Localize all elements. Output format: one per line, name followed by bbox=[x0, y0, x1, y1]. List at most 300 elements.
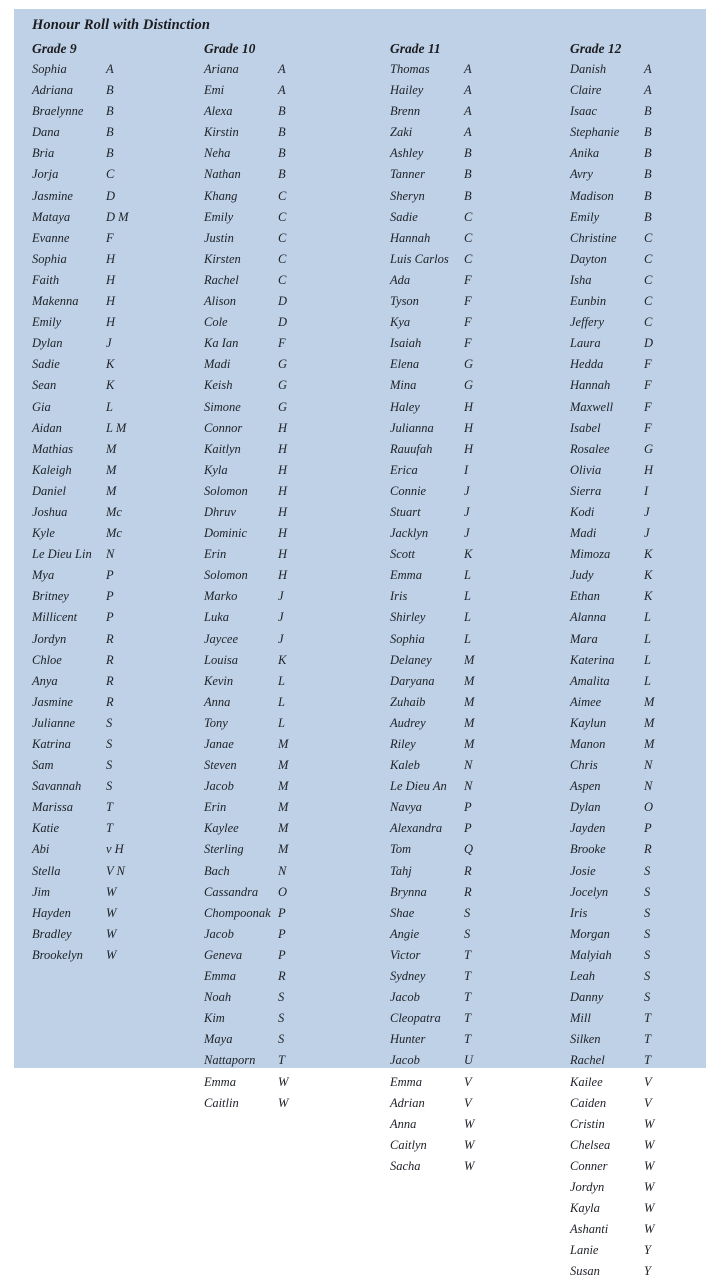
student-last-initial: K bbox=[644, 568, 653, 583]
student-row bbox=[390, 207, 570, 228]
student-last-initial: P bbox=[106, 568, 114, 583]
student-last-initial: M bbox=[278, 842, 289, 857]
student-row bbox=[204, 797, 384, 818]
student-last-initial: M bbox=[106, 462, 117, 477]
student-last-initial: W bbox=[644, 1116, 655, 1131]
student-row bbox=[570, 818, 719, 839]
student-last-initial: J bbox=[106, 336, 112, 351]
student-first-name: Chris bbox=[570, 758, 598, 773]
student-row bbox=[204, 607, 384, 628]
student-last-initial: C bbox=[644, 251, 653, 266]
student-last-initial: B bbox=[464, 188, 472, 203]
student-row bbox=[390, 1072, 570, 1093]
student-first-name: Solomon bbox=[204, 568, 248, 583]
student-first-name: Caitlyn bbox=[390, 1137, 427, 1152]
page-title: Honour Roll with Distinction bbox=[32, 17, 211, 33]
student-last-initial: L bbox=[278, 694, 285, 709]
student-row bbox=[570, 186, 719, 207]
student-last-initial: F bbox=[464, 294, 472, 309]
student-row bbox=[204, 460, 384, 481]
student-row bbox=[390, 861, 570, 882]
student-first-name: Nathan bbox=[204, 167, 241, 182]
student-last-initial: G bbox=[644, 441, 654, 456]
student-row bbox=[32, 797, 212, 818]
student-first-name: Ka Ian bbox=[204, 336, 239, 351]
student-row bbox=[570, 650, 719, 671]
student-last-initial: R bbox=[464, 863, 472, 878]
student-row bbox=[32, 755, 212, 776]
student-last-initial: C bbox=[464, 230, 473, 245]
student-last-initial: S bbox=[644, 990, 651, 1005]
student-row bbox=[390, 1050, 570, 1071]
student-last-initial: S bbox=[644, 969, 651, 984]
student-row bbox=[204, 629, 384, 650]
student-last-initial: L M bbox=[106, 420, 127, 435]
student-last-initial: F bbox=[644, 357, 652, 372]
student-first-name: Keish bbox=[204, 378, 233, 393]
student-row bbox=[32, 629, 212, 650]
student-first-name: Anya bbox=[32, 673, 58, 688]
student-first-name: Luis Carlos bbox=[390, 251, 449, 266]
student-last-initial: S bbox=[278, 1011, 285, 1026]
student-first-name: Rachel bbox=[204, 272, 239, 287]
student-first-name: Kaylee bbox=[204, 821, 239, 836]
student-last-initial: L bbox=[644, 673, 651, 688]
student-row bbox=[570, 1240, 719, 1261]
student-row bbox=[32, 122, 212, 143]
student-first-name: Rachel bbox=[570, 1053, 605, 1068]
student-row bbox=[204, 101, 384, 122]
student-row bbox=[390, 945, 570, 966]
student-row bbox=[204, 861, 384, 882]
student-row bbox=[32, 734, 212, 755]
student-first-name: Neha bbox=[204, 146, 231, 161]
student-row bbox=[204, 59, 384, 80]
student-last-initial: D bbox=[106, 188, 116, 203]
student-last-initial: G bbox=[278, 399, 288, 414]
student-first-name: Angie bbox=[390, 926, 420, 941]
student-row bbox=[390, 565, 570, 586]
student-row bbox=[204, 186, 384, 207]
student-first-name: Madi bbox=[204, 357, 231, 372]
student-last-initial: H bbox=[278, 547, 288, 562]
student-row bbox=[204, 544, 384, 565]
student-first-name: Janae bbox=[204, 737, 234, 751]
student-last-initial: V bbox=[644, 1074, 652, 1089]
student-row bbox=[390, 439, 570, 460]
student-row bbox=[570, 544, 719, 565]
student-row bbox=[390, 249, 570, 270]
student-row bbox=[32, 418, 212, 439]
student-row bbox=[204, 270, 384, 291]
student-row bbox=[32, 882, 212, 903]
student-last-initial: S bbox=[106, 715, 113, 730]
student-row bbox=[204, 692, 384, 713]
student-row bbox=[32, 164, 212, 185]
student-last-initial: M bbox=[106, 441, 117, 456]
student-last-initial: K bbox=[644, 547, 653, 562]
student-last-initial: C bbox=[278, 251, 287, 266]
student-first-name: Braelynne bbox=[32, 104, 84, 119]
student-row bbox=[390, 966, 570, 987]
student-row bbox=[390, 1093, 570, 1114]
student-first-name: Jacob bbox=[390, 1053, 420, 1068]
student-last-initial: Mc bbox=[106, 526, 122, 541]
student-row bbox=[390, 375, 570, 396]
student-last-initial: O bbox=[278, 884, 288, 899]
student-row bbox=[32, 945, 212, 966]
student-row bbox=[390, 776, 570, 797]
student-row bbox=[32, 270, 212, 291]
student-row bbox=[204, 502, 384, 523]
student-first-name: Sophia bbox=[390, 631, 425, 646]
student-last-initial: H bbox=[106, 294, 116, 309]
student-last-initial: T bbox=[106, 821, 113, 836]
student-first-name: Daniel bbox=[32, 483, 67, 498]
student-row bbox=[32, 80, 212, 101]
student-last-initial: B bbox=[106, 104, 114, 119]
student-first-name: Mina bbox=[390, 378, 417, 393]
student-first-name: Brookelyn bbox=[32, 947, 83, 962]
student-first-name: Sheryn bbox=[390, 188, 425, 203]
student-first-name: Ashley bbox=[390, 146, 424, 161]
student-first-name: Hannah bbox=[570, 378, 611, 393]
student-last-initial: L bbox=[644, 652, 651, 667]
student-last-initial: P bbox=[278, 905, 286, 920]
student-first-name: Kyla bbox=[204, 462, 228, 477]
student-last-initial: D M bbox=[106, 209, 129, 224]
student-first-name: Katie bbox=[32, 821, 60, 836]
student-last-initial: W bbox=[644, 1222, 655, 1237]
student-first-name: Kyle bbox=[32, 526, 55, 541]
student-last-initial: B bbox=[278, 104, 286, 119]
student-first-name: Jasmine bbox=[32, 694, 73, 709]
student-last-initial: K bbox=[464, 547, 473, 562]
student-first-name: Kya bbox=[390, 315, 411, 330]
student-last-initial: C bbox=[106, 167, 115, 182]
student-last-initial: S bbox=[464, 926, 471, 941]
student-row bbox=[390, 797, 570, 818]
student-last-initial: S bbox=[106, 779, 113, 794]
student-first-name: Abi bbox=[32, 842, 50, 857]
student-first-name: Bria bbox=[32, 146, 55, 161]
student-last-initial: W bbox=[106, 926, 117, 941]
student-row bbox=[32, 143, 212, 164]
student-row bbox=[390, 607, 570, 628]
student-row bbox=[32, 565, 212, 586]
student-last-initial: W bbox=[106, 947, 117, 962]
student-row bbox=[32, 607, 212, 628]
student-first-name: Marko bbox=[204, 589, 238, 604]
student-first-name: Mataya bbox=[32, 209, 71, 224]
student-row bbox=[390, 333, 570, 354]
student-last-initial: W bbox=[464, 1116, 475, 1131]
student-first-name: Daryana bbox=[390, 673, 435, 688]
student-last-initial: L bbox=[464, 589, 471, 604]
student-last-initial: T bbox=[106, 800, 113, 815]
student-first-name: Sophia bbox=[32, 62, 67, 76]
grade-column-heading: Grade 11 bbox=[390, 41, 441, 56]
student-first-name: Rosalee bbox=[570, 441, 610, 456]
student-row bbox=[32, 544, 212, 565]
student-row bbox=[32, 903, 212, 924]
student-last-initial: S bbox=[644, 884, 651, 899]
student-row bbox=[570, 397, 719, 418]
student-row bbox=[32, 818, 212, 839]
student-row bbox=[204, 439, 384, 460]
student-row bbox=[570, 270, 719, 291]
student-row bbox=[390, 291, 570, 312]
student-last-initial: M bbox=[278, 821, 289, 836]
student-first-name: Stuart bbox=[390, 504, 421, 519]
student-row bbox=[32, 692, 212, 713]
student-first-name: Simone bbox=[204, 399, 241, 414]
student-first-name: Conner bbox=[570, 1158, 608, 1173]
student-first-name: Luka bbox=[204, 610, 229, 625]
student-first-name: Sterling bbox=[204, 842, 244, 857]
student-last-initial: P bbox=[106, 589, 114, 604]
student-row bbox=[570, 882, 719, 903]
student-last-initial: K bbox=[106, 357, 115, 372]
student-row bbox=[390, 101, 570, 122]
student-row bbox=[390, 629, 570, 650]
student-first-name: Sean bbox=[32, 378, 57, 393]
student-last-initial: R bbox=[644, 842, 652, 857]
student-first-name: Mimoza bbox=[570, 547, 611, 562]
student-last-initial: C bbox=[464, 251, 473, 266]
student-last-initial: H bbox=[464, 420, 474, 435]
student-row bbox=[204, 375, 384, 396]
student-first-name: Victor bbox=[390, 947, 421, 962]
student-row bbox=[32, 776, 212, 797]
student-first-name: Stella bbox=[32, 863, 61, 878]
student-row bbox=[570, 987, 719, 1008]
student-first-name: Kirsten bbox=[204, 251, 241, 266]
student-first-name: Josie bbox=[570, 863, 596, 878]
student-list bbox=[390, 59, 570, 1177]
student-row bbox=[204, 397, 384, 418]
student-row bbox=[204, 945, 384, 966]
student-last-initial: T bbox=[644, 1032, 651, 1047]
student-last-initial: A bbox=[464, 62, 472, 76]
student-row bbox=[570, 460, 719, 481]
student-first-name: Dana bbox=[32, 125, 60, 140]
student-last-initial: L bbox=[644, 631, 651, 646]
student-row bbox=[390, 839, 570, 860]
student-first-name: Jordyn bbox=[570, 1179, 605, 1194]
student-last-initial: D bbox=[278, 315, 288, 330]
student-last-initial: V bbox=[644, 1095, 652, 1110]
student-first-name: Anna bbox=[390, 1116, 417, 1131]
student-row bbox=[570, 228, 719, 249]
grade-column bbox=[390, 38, 570, 1177]
student-last-initial: C bbox=[644, 294, 653, 309]
student-last-initial: J bbox=[278, 589, 284, 604]
student-last-initial: M bbox=[464, 652, 475, 667]
student-first-name: Marissa bbox=[32, 800, 73, 815]
student-first-name: Brynna bbox=[390, 884, 427, 899]
student-last-initial: R bbox=[106, 673, 114, 688]
student-row bbox=[570, 1198, 719, 1219]
student-first-name: Aidan bbox=[32, 420, 62, 435]
student-row bbox=[204, 1008, 384, 1029]
student-first-name: Geneva bbox=[204, 947, 243, 962]
student-first-name: Rauufah bbox=[390, 441, 433, 456]
student-row bbox=[570, 481, 719, 502]
student-first-name: Erin bbox=[204, 800, 227, 815]
student-first-name: Connor bbox=[204, 420, 243, 435]
student-row bbox=[570, 1093, 719, 1114]
student-row bbox=[204, 734, 384, 755]
student-last-initial: N bbox=[644, 779, 653, 794]
student-row bbox=[570, 586, 719, 607]
student-row bbox=[204, 966, 384, 987]
student-first-name: Emma bbox=[204, 1074, 236, 1089]
grade-column-heading: Grade 10 bbox=[204, 41, 256, 56]
student-row bbox=[204, 143, 384, 164]
student-row bbox=[390, 270, 570, 291]
student-first-name: Ariana bbox=[204, 62, 239, 76]
student-last-initial: W bbox=[464, 1158, 475, 1173]
student-last-initial: T bbox=[464, 947, 471, 962]
student-row bbox=[570, 333, 719, 354]
student-row bbox=[390, 713, 570, 734]
student-last-initial: W bbox=[644, 1137, 655, 1152]
student-row bbox=[570, 861, 719, 882]
student-row bbox=[390, 755, 570, 776]
student-row bbox=[570, 903, 719, 924]
student-first-name: Shae bbox=[390, 905, 415, 920]
student-last-initial: Y bbox=[644, 1243, 651, 1258]
student-last-initial: N bbox=[278, 863, 287, 878]
student-first-name: Jacob bbox=[204, 926, 234, 941]
student-first-name: Kayla bbox=[570, 1201, 600, 1216]
student-row bbox=[204, 671, 384, 692]
student-last-initial: W bbox=[106, 905, 117, 920]
student-row bbox=[390, 312, 570, 333]
student-row bbox=[204, 207, 384, 228]
student-first-name: Kirstin bbox=[204, 125, 239, 140]
student-last-initial: C bbox=[644, 230, 653, 245]
student-row bbox=[390, 228, 570, 249]
student-row bbox=[570, 143, 719, 164]
student-first-name: Sadie bbox=[390, 209, 418, 224]
student-last-initial: W bbox=[644, 1179, 655, 1194]
student-first-name: Hedda bbox=[570, 357, 604, 372]
student-last-initial: J bbox=[644, 504, 650, 519]
student-row bbox=[390, 523, 570, 544]
student-first-name: Britney bbox=[32, 589, 69, 604]
student-first-name: Jocelyn bbox=[570, 884, 609, 899]
student-row bbox=[204, 164, 384, 185]
student-row bbox=[570, 80, 719, 101]
student-first-name: Zuhaib bbox=[390, 694, 426, 709]
student-last-initial: P bbox=[464, 800, 472, 815]
student-first-name: Julianne bbox=[32, 715, 76, 730]
student-row bbox=[390, 354, 570, 375]
student-first-name: Erin bbox=[204, 547, 227, 562]
student-row bbox=[570, 1114, 719, 1135]
student-last-initial: H bbox=[106, 315, 116, 330]
student-row bbox=[32, 439, 212, 460]
student-row bbox=[204, 1029, 384, 1050]
student-row bbox=[390, 671, 570, 692]
student-first-name: Jasmine bbox=[32, 188, 73, 203]
student-last-initial: A bbox=[278, 83, 286, 98]
student-row bbox=[570, 629, 719, 650]
student-row bbox=[204, 987, 384, 1008]
student-first-name: Scott bbox=[390, 547, 415, 562]
student-last-initial: K bbox=[278, 652, 287, 667]
student-first-name: Caiden bbox=[570, 1095, 607, 1110]
student-first-name: Emily bbox=[204, 209, 234, 224]
student-first-name: Delaney bbox=[390, 652, 432, 667]
student-last-initial: H bbox=[278, 504, 288, 519]
student-last-initial: T bbox=[278, 1053, 285, 1068]
student-row bbox=[570, 354, 719, 375]
student-row bbox=[570, 1156, 719, 1177]
student-first-name: Leah bbox=[570, 969, 595, 984]
student-row bbox=[570, 249, 719, 270]
student-row bbox=[204, 818, 384, 839]
student-first-name: Kaleb bbox=[390, 758, 420, 773]
student-last-initial: B bbox=[644, 188, 652, 203]
student-first-name: Haley bbox=[390, 399, 420, 414]
student-last-initial: T bbox=[644, 1011, 651, 1026]
student-row bbox=[32, 207, 212, 228]
student-last-initial: A bbox=[464, 125, 472, 140]
student-last-initial: F bbox=[464, 272, 472, 287]
student-last-initial: Q bbox=[464, 842, 474, 857]
student-first-name: Sadie bbox=[32, 357, 60, 372]
student-row bbox=[390, 987, 570, 1008]
student-first-name: Emily bbox=[32, 315, 62, 330]
student-last-initial: N bbox=[644, 758, 653, 773]
student-last-initial: B bbox=[278, 167, 286, 182]
student-first-name: Emily bbox=[570, 209, 600, 224]
student-last-initial: A bbox=[464, 83, 472, 98]
student-last-initial: K bbox=[644, 589, 653, 604]
student-last-initial: C bbox=[278, 188, 287, 203]
student-row bbox=[32, 839, 212, 860]
student-first-name: Alison bbox=[204, 294, 236, 309]
student-last-initial: H bbox=[278, 568, 288, 583]
student-first-name: Tanner bbox=[390, 167, 425, 182]
student-first-name: Avry bbox=[570, 167, 593, 182]
student-first-name: Adrian bbox=[390, 1095, 425, 1110]
student-first-name: Ethan bbox=[570, 589, 600, 604]
student-last-initial: O bbox=[644, 800, 654, 815]
student-row bbox=[204, 1093, 384, 1114]
student-last-initial: L bbox=[278, 673, 285, 688]
student-first-name: Anna bbox=[204, 694, 231, 709]
student-last-initial: A bbox=[278, 62, 286, 76]
student-first-name: Alexa bbox=[204, 104, 233, 119]
student-last-initial: C bbox=[278, 230, 287, 245]
student-first-name: Aspen bbox=[570, 779, 601, 794]
student-row bbox=[570, 1135, 719, 1156]
student-first-name: Katerina bbox=[570, 652, 615, 667]
student-first-name: Kim bbox=[204, 1011, 225, 1026]
student-last-initial: B bbox=[644, 104, 652, 119]
student-row bbox=[390, 502, 570, 523]
student-last-initial: G bbox=[278, 378, 288, 393]
student-last-initial: F bbox=[278, 336, 286, 351]
grade-columns bbox=[14, 38, 706, 1279]
student-first-name: Brooke bbox=[570, 842, 606, 857]
student-row bbox=[204, 523, 384, 544]
grade-column bbox=[570, 38, 719, 1282]
